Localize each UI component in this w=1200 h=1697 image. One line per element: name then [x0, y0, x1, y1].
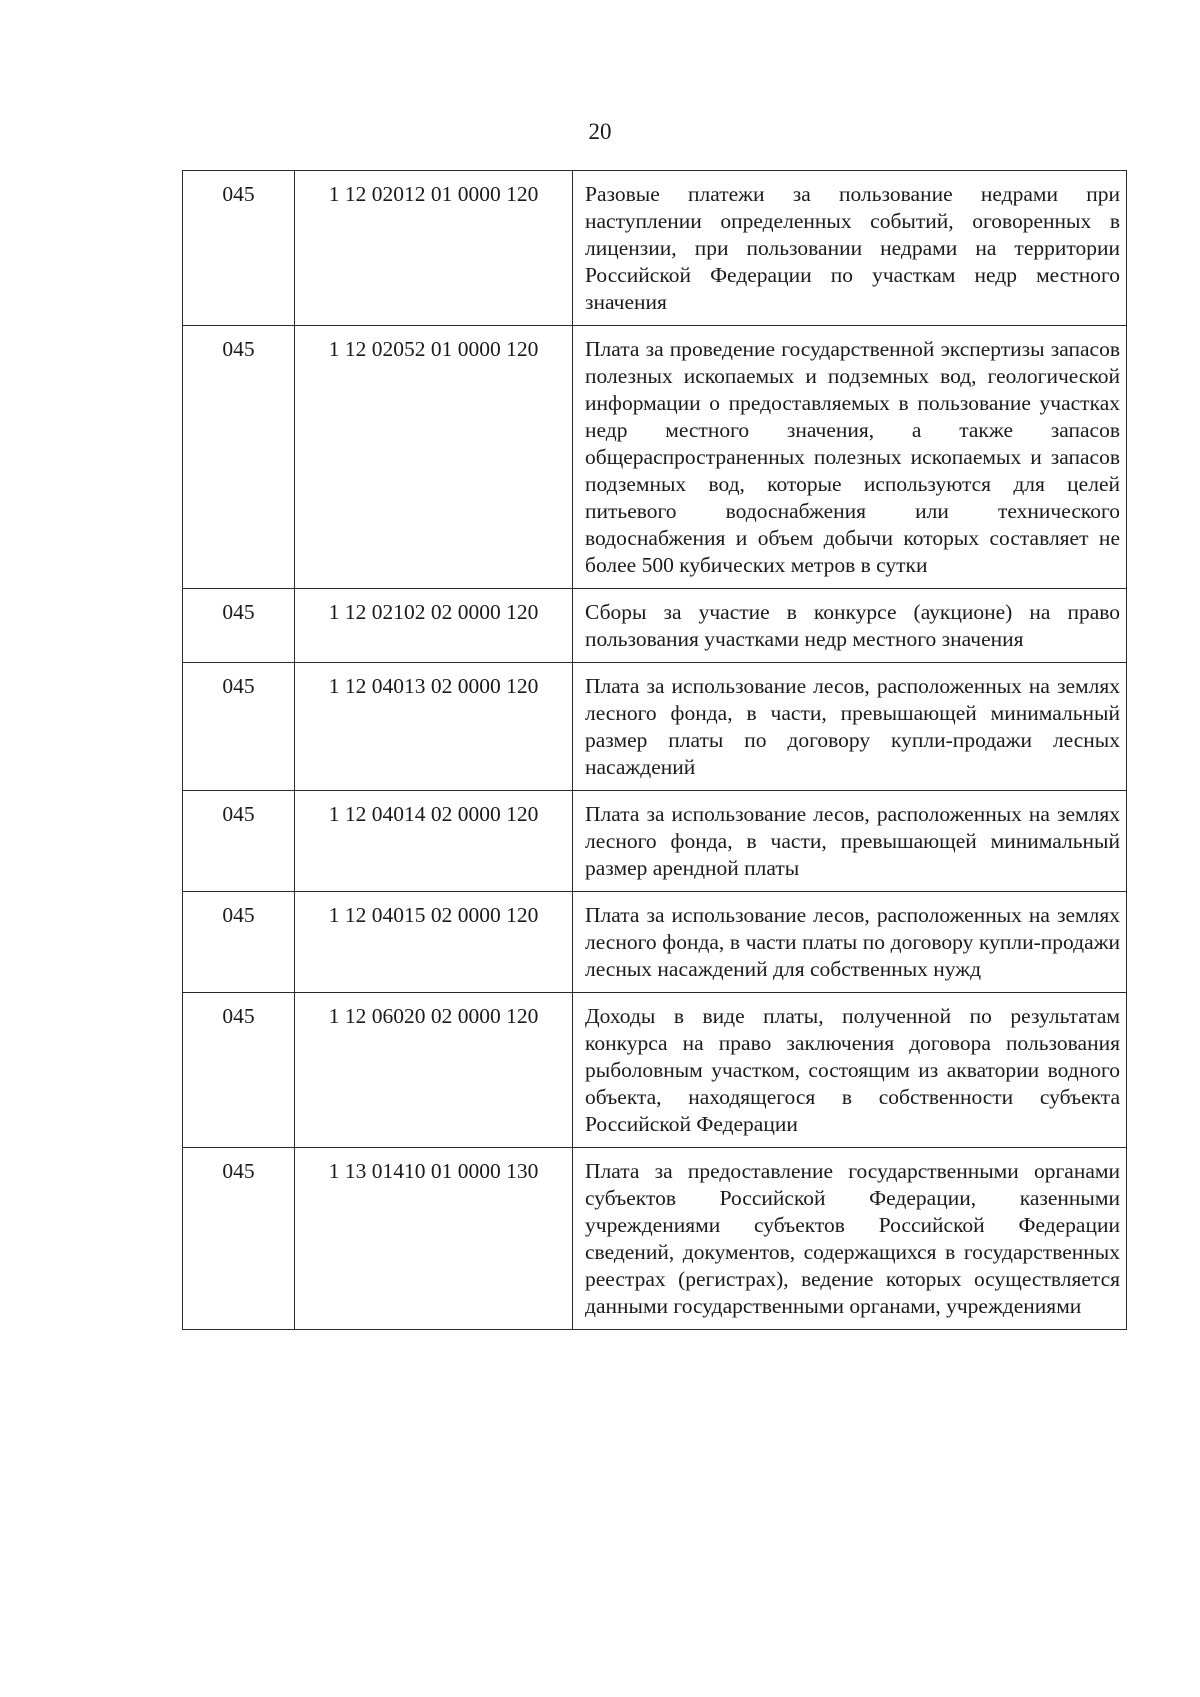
- table-row: [183, 791, 1127, 892]
- admin-code-cell: 045: [183, 892, 295, 993]
- revenue-name-cell: Плата за использование лесов, расположенных на землях лесного фонда, в части, превышающей минимальный размер платы по договору купли-продажи лесных насаждений: [573, 663, 1127, 791]
- table-row: [183, 171, 1127, 326]
- revenue-name-cell: Разовые платежи за пользование недрами при наступлении определенных событий, оговоренных в лицензии, при пользовании недрами на территории Российской Федерации по участкам недр местного значения: [573, 171, 1127, 326]
- revenue-name-cell: Плата за использование лесов, расположенных на землях лесного фонда, в части платы по договору купли-продажи лесных насаждений для собственных нужд: [573, 892, 1127, 993]
- revenue-name-cell: Сборы за участие в конкурсе (аукционе) на право пользования участками недр местного значения: [573, 589, 1127, 663]
- admin-code-cell: 045: [183, 326, 295, 589]
- revenue-code-cell: 1 13 01410 01 0000 130: [295, 1148, 573, 1330]
- admin-code-cell: 045: [183, 663, 295, 791]
- admin-code-cell: 045: [183, 993, 295, 1148]
- revenue-code-cell: 1 12 02012 01 0000 120: [295, 171, 573, 326]
- revenue-name-cell: Плата за использование лесов, расположенных на землях лесного фонда, в части, превышающей минимальный размер арендной платы: [573, 791, 1127, 892]
- revenue-code-cell: 1 12 04015 02 0000 120: [295, 892, 573, 993]
- admin-code-cell: 045: [183, 791, 295, 892]
- table-row: [183, 663, 1127, 791]
- revenue-codes-table: [182, 170, 1127, 1330]
- admin-code-cell: 045: [183, 589, 295, 663]
- revenue-code-cell: 1 12 04014 02 0000 120: [295, 791, 573, 892]
- table-row: [183, 589, 1127, 663]
- table-row: [183, 1148, 1127, 1330]
- page-number: 20: [588, 119, 612, 144]
- revenue-name-cell: Плата за проведение государственной экспертизы запасов полезных ископаемых и подземных вод, геологической информации о предоставляемых в пользование участках недр местного значения, а также запасов общераспространенных полезных ископаемых и запасов подземных вод, которые используются для целей питьевого водоснабжения или технического водоснабжения и объем добычи которых составляет не более 500 кубических метров в сутки: [573, 326, 1127, 589]
- admin-code-cell: 045: [183, 1148, 295, 1330]
- revenue-name-cell: Доходы в виде платы, полученной по результатам конкурса на право заключения договора пользования рыболовным участком, состоящим из акватории водного объекта, находящегося в собственности субъекта Российской Федерации: [573, 993, 1127, 1148]
- table-row: [183, 892, 1127, 993]
- revenue-name-cell: Плата за предоставление государственными органами субъектов Российской Федерации, казенными учреждениями субъектов Российской Федерации сведений, документов, содержащихся в государственных реестрах (регистрах), ведение которых осуществляется данными государственными органами, учреждениями: [573, 1148, 1127, 1330]
- admin-code-cell: 045: [183, 171, 295, 326]
- revenue-code-cell: 1 12 04013 02 0000 120: [295, 663, 573, 791]
- table-row: [183, 326, 1127, 589]
- revenue-code-cell: 1 12 02052 01 0000 120: [295, 326, 573, 589]
- revenue-code-cell: 1 12 02102 02 0000 120: [295, 589, 573, 663]
- table-row: [183, 993, 1127, 1148]
- revenue-code-cell: 1 12 06020 02 0000 120: [295, 993, 573, 1148]
